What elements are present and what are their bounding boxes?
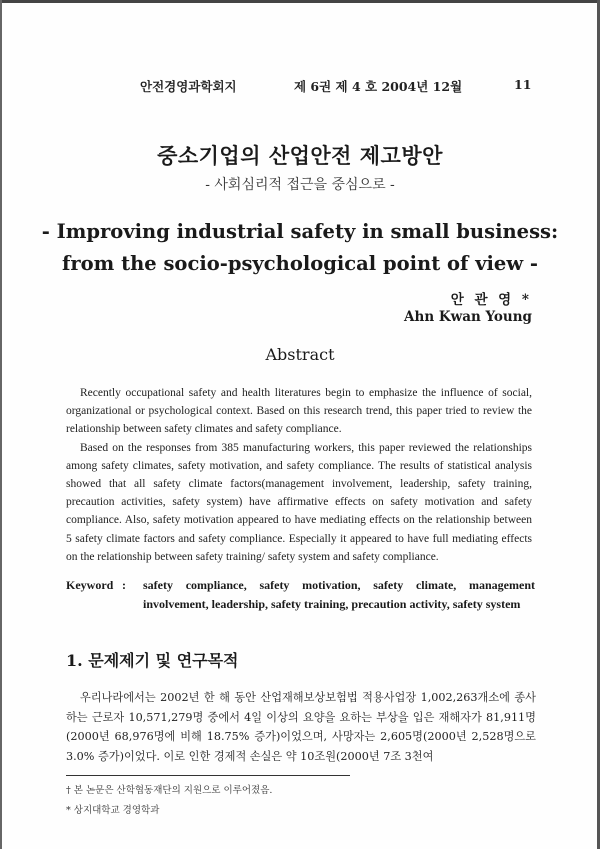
keyword-colon: :: [122, 578, 126, 592]
footnote-rule: [66, 775, 350, 776]
issue-info: 제 6권 제 4 호 2004년 12월: [294, 79, 463, 94]
section-body: [66, 688, 536, 766]
section-heading: 1. 문제제기 및 연구목적: [66, 651, 239, 670]
keyword-label: Keyword: [66, 578, 114, 592]
english-title: [0, 216, 600, 280]
footnote-funding: † 본 논문은 산학협동재단의 지원으로 이루어졌음.: [66, 785, 273, 796]
abstract-body: [66, 384, 532, 566]
author-korean: 안 관 영 *: [450, 292, 532, 308]
section-paragraph: 우리나라에서는 2002년 한 해 동안 산업재해보상보험법 적용사업장 1,002,263개소에 종사하는 근로자 10,571,279명 중에서 4일 이상의 요양을 요하는 부상을 입은 재해자가 81,911명(2000년 68,976명에 비해 18.75% 증가)이었으며, 사망자는 2,605명(2000년 2,528명으로 3.0% 증가)이었다. 이로 인한 경제적 손실은 약 10조원(2000년 7조 3천여: [66, 691, 536, 763]
abstract-paragraph-2: Based on the responses from 385 manufacturing workers, this paper reviewed the relationships among safety climates, safety motivation, and safety compliance. The results of statistical analysis showed that all safety climate factors(management involvement, leadership, safety training, precaution activities, safety system) have affirmative effects on safety motivation and safety compliance. Also, safety motivation appeared to have mediating effects on the relationship between 5 safety climate factors and safety compliance. Especially it appeared to have full mediating effects on the relationship between safety training/ safety system and safety compliance.: [66, 441, 532, 563]
korean-title: 중소기업의 산업안전 제고방안: [157, 143, 443, 168]
abstract-paragraph-1: Recently occupational safety and health literatures begin to emphasize the influence of social, organizational or psychological context. Based on this research trend, this paper tried to review the relationship between safety climates and safety compliance.: [66, 387, 532, 436]
journal-name: 안전경영과학회지: [140, 79, 237, 94]
author-english: Ahn Kwan Young: [404, 309, 532, 325]
english-title-line1: - Improving industrial safety in small business:: [41, 220, 559, 243]
abstract-heading: Abstract: [265, 345, 335, 364]
korean-subtitle: - 사회심리적 접근을 중심으로 -: [205, 177, 395, 193]
keyword-list: safety compliance, safety motivation, safety climate, management involvement, leadership, safety training, precaution activity, safety system: [143, 578, 535, 611]
scan-border-left: [0, 0, 2, 849]
footnote-affiliation: * 상지대학교 경영학과: [66, 805, 160, 816]
english-title-line2: from the socio-psychological point of view -: [61, 252, 539, 275]
page-number: 11: [514, 77, 532, 92]
scan-border-top: [0, 0, 600, 3]
